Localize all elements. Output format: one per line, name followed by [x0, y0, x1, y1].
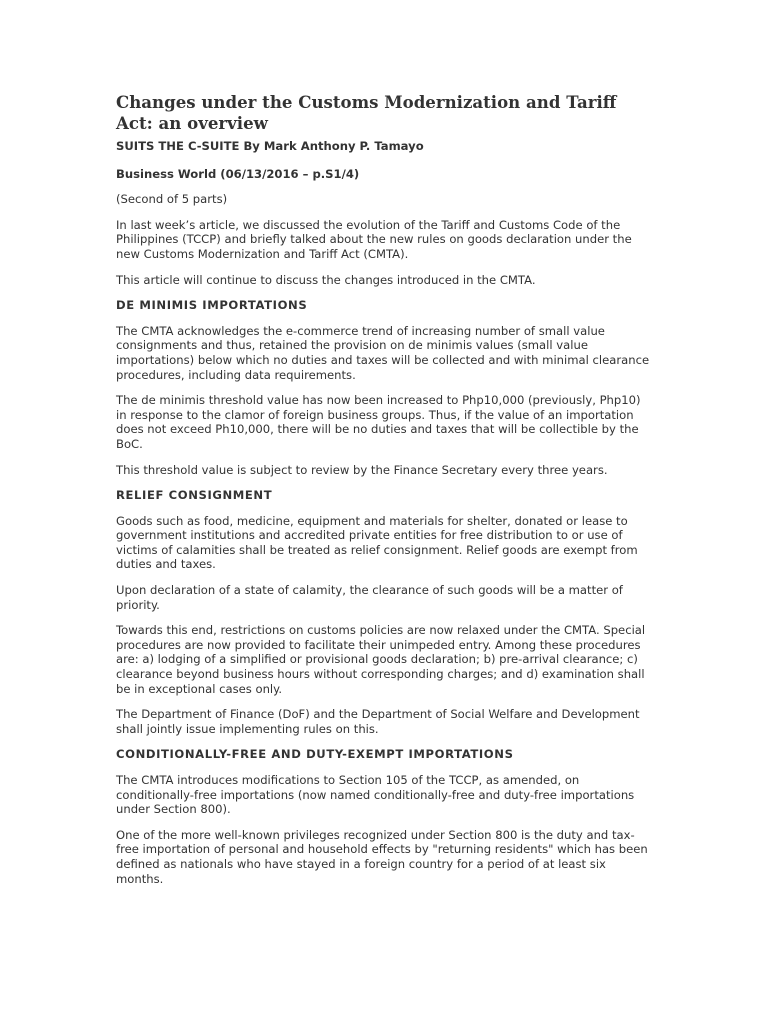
body-paragraph: Towards this end, restrictions on customs policies are now relaxed under the CMTA. Special procedures are now provided to facilitate their unimpeded entry. Among these procedures are: a) lodging of a simplified or provisional goods declaration; b) pre-arrival clearance; c) clearance beyond business hours without corresponding charges; and d) examination shall be in exceptional cases only.	[116, 623, 646, 696]
source-line: Business World (06/13/2016 – p.S1/4)	[116, 166, 360, 181]
section-heading-relief-consignment: RELIEF CONSIGNMENT	[116, 488, 273, 503]
article-title: Changes under the Customs Modernization and Tariff Act: an overview	[116, 92, 617, 133]
document-page	[116, 92, 654, 897]
body-paragraph: The de minimis threshold value has now been increased to Php10,000 (previously, Php10) in response to the clamor of foreign business groups. Thus, if the value of an importation does not exceed Ph10,000, there will be no duties and taxes that will be collectible by the BoC.	[116, 393, 641, 451]
series-note: (Second of 5 parts)	[116, 192, 228, 207]
section-heading-de-minimis: DE MINIMIS IMPORTATIONS	[116, 298, 308, 313]
byline: SUITS THE C-SUITE By Mark Anthony P. Tamayo	[116, 139, 424, 153]
body-paragraph: Upon declaration of a state of calamity, the clearance of such goods will be a matter of priority.	[116, 583, 623, 612]
intro-paragraph: This article will continue to discuss the changes introduced in the CMTA.	[116, 272, 536, 287]
body-paragraph: Goods such as food, medicine, equipment and materials for shelter, donated or lease to government institutions and accredited private entities for free distribution to or use of victims of calamities shall be treated as relief consignment. Relief goods are exempt from duties and taxes.	[116, 513, 638, 572]
section-heading-conditionally-free: CONDITIONALLY-FREE AND DUTY-EXEMPT IMPORTATIONS	[116, 747, 514, 762]
body-paragraph: This threshold value is subject to review by the Finance Secretary every three years.	[116, 462, 608, 477]
body-paragraph: The Department of Finance (DoF) and the Department of Social Welfare and Development shall jointly issue implementing rules on this.	[116, 707, 640, 736]
body-paragraph: The CMTA introduces modifications to Section 105 of the TCCP, as amended, on conditionally-free importations (now named conditionally-free and duty-free importations under Section 800).	[116, 773, 635, 817]
body-paragraph: The CMTA acknowledges the e-commerce trend of increasing number of small value consignments and thus, retained the provision on de minimis values (small value importations) below which no duties and taxes will be collected and with minimal clearance procedures, including data requirements.	[116, 323, 650, 382]
body-paragraph: One of the more well-known privileges recognized under Section 800 is the duty and tax-free importation of personal and household effects by "returning residents" which has been defined as nationals who have stayed in a foreign country for a period of at least six months.	[116, 827, 648, 886]
intro-paragraph: In last week’s article, we discussed the evolution of the Tariff and Customs Code of the Philippines (TCCP) and briefly talked about the new rules on goods declaration under the new Customs Modernization and Tariff Act (CMTA).	[116, 217, 632, 261]
